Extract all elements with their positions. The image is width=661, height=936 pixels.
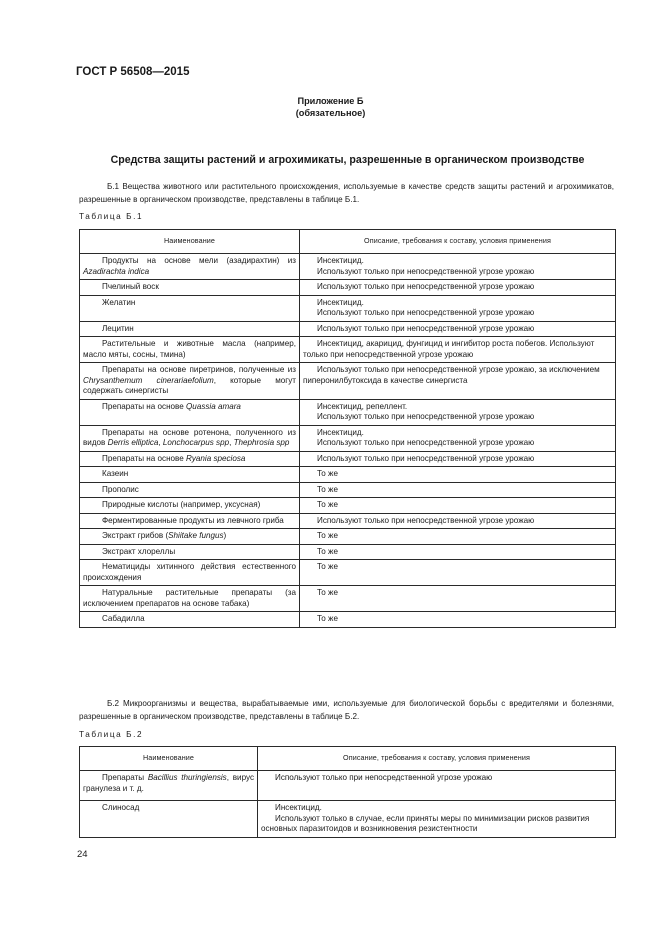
table-row	[80, 498, 616, 514]
table-cell-name: Слиносад	[80, 801, 258, 838]
table-row	[80, 560, 616, 586]
table-row	[80, 337, 616, 363]
table-cell-name: Казеин	[80, 467, 300, 483]
table-row	[80, 425, 616, 451]
table-cell-name: Препараты на основе пиретринов, полученные из Chrysanthemum cinerariaefolium, которые могут содержать синергисты	[80, 363, 300, 400]
table-cell-desc: Используют только при непосредственной угрозе урожаю, за исключением пиперонилбутоксида в качестве синергиста	[300, 363, 616, 400]
table-cell-name: Пчелиный воск	[80, 280, 300, 296]
table-row	[80, 771, 616, 801]
table-row	[80, 321, 616, 337]
table-cell-desc: Используют только при непосредственной угрозе урожаю	[300, 451, 616, 467]
table-row	[80, 467, 616, 483]
table-cell-desc: То же	[300, 467, 616, 483]
table-cell-desc: То же	[300, 586, 616, 612]
table-cell-name: Растительные и животные масла (например, масло мяты, сосны, тмина)	[80, 337, 300, 363]
table-row	[80, 586, 616, 612]
table-cell-desc: То же	[300, 612, 616, 628]
table-b1-header-desc: Описание, требования к составу, условия применения	[300, 230, 616, 254]
table-cell-desc: Инсектицид. Используют только при непосредственной угрозе урожаю	[300, 425, 616, 451]
table-row	[80, 529, 616, 545]
table-cell-name: Сабадилла	[80, 612, 300, 628]
table-cell-name: Натуральные растительные препараты (за исключением препаратов на основе табака)	[80, 586, 300, 612]
table-cell-name: Ферментированные продукты из левчного гриба	[80, 513, 300, 529]
table-cell-name: Нематициды хитинного действия естественного происхождения	[80, 560, 300, 586]
table-row	[80, 399, 616, 425]
table-cell-desc: То же	[300, 529, 616, 545]
appendix-title: Приложение Б	[297, 96, 364, 106]
paragraph-b1: Б.1 Вещества животного или растительного происхождения, используемые в качестве средств защиты растений и агрохимикатов, разрешенные в органическом производстве, представлены в таблице Б.1.	[79, 182, 614, 204]
table-cell-name: Прополис	[80, 482, 300, 498]
table-b2-header-name: Наименование	[80, 747, 258, 771]
page-number: 24	[77, 849, 88, 860]
table-cell-desc: Используют только при непосредственной угрозе урожаю	[300, 513, 616, 529]
table-cell-name: Препараты на основе ротенона, полученного из видов Derris elliptica, Lonchocarpus spp, Thephrosia spp	[80, 425, 300, 451]
table-row	[80, 295, 616, 321]
table-cell-name: Препараты Bacillius thuringiensis, вирус гранулеза и т. д.	[80, 771, 258, 801]
table-b2-header-desc: Описание, требования к составу, условия применения	[258, 747, 616, 771]
table-cell-desc: То же	[300, 544, 616, 560]
table-cell-name: Природные кислоты (например, уксусная)	[80, 498, 300, 514]
standard-number: ГОСТ Р 56508—2015	[76, 66, 190, 78]
table-row	[80, 363, 616, 400]
appendix-status: (обязательное)	[295, 108, 366, 118]
table-cell-desc: Инсектицид. Используют только при непосредственной угрозе урожаю	[300, 254, 616, 280]
table-cell-desc: Инсектицид, акарицид, фунгицид и ингибитор роста побегов. Используют только при непосредственной угрозе урожаю	[300, 337, 616, 363]
table-cell-desc: Используют только при непосредственной угрозе урожаю	[300, 321, 616, 337]
paragraph-b2: Б.2 Микроорганизмы и вещества, вырабатываемые ими, используемые для биологической борьбы с вредителями и болезнями, разрешенные в органическом производстве, представлены в таблице Б.2.	[79, 699, 614, 721]
table-cell-desc: То же	[300, 560, 616, 586]
table-cell-desc: Инсектицид. Используют только при непосредственной угрозе урожаю	[300, 295, 616, 321]
table-row	[80, 612, 616, 628]
table-b1-caption: Таблица Б.1	[79, 212, 144, 221]
table-b2-caption: Таблица Б.2	[79, 730, 144, 739]
table-row	[80, 544, 616, 560]
table-cell-name: Лецитин	[80, 321, 300, 337]
table-cell-desc: То же	[300, 498, 616, 514]
table-cell-desc: Используют только при непосредственной угрозе урожаю	[300, 280, 616, 296]
table-cell-desc: То же	[300, 482, 616, 498]
table-row	[80, 451, 616, 467]
table-cell-desc: Инсектицид. Используют только в случае, если приняты меры по минимизации рисков развития основных паразитоидов и возникновения резистентности	[258, 801, 616, 838]
table-row	[80, 801, 616, 838]
table-b2	[79, 746, 616, 838]
table-cell-name: Экстракт грибов (Shiitake fungus)	[80, 529, 300, 545]
table-row	[80, 254, 616, 280]
table-cell-name: Препараты на основе Ryania speciosa	[80, 451, 300, 467]
table-row	[80, 482, 616, 498]
section-title: Средства защиты растений и агрохимикаты, разрешенные в органическом производстве	[110, 154, 585, 166]
table-b1	[79, 229, 616, 628]
table-cell-desc: Инсектицид, репеллент. Используют только при непосредственной угрозе урожаю	[300, 399, 616, 425]
table-row	[80, 280, 616, 296]
table-cell-name: Продукты на основе мели (азадирахтин) из Azadirachta indica	[80, 254, 300, 280]
table-cell-desc: Используют только при непосредственной угрозе урожаю	[258, 771, 616, 801]
table-cell-name: Препараты на основе Quassia amara	[80, 399, 300, 425]
table-row	[80, 513, 616, 529]
table-cell-name: Экстракт хлореллы	[80, 544, 300, 560]
table-b1-header-name: Наименование	[80, 230, 300, 254]
table-cell-name: Желатин	[80, 295, 300, 321]
